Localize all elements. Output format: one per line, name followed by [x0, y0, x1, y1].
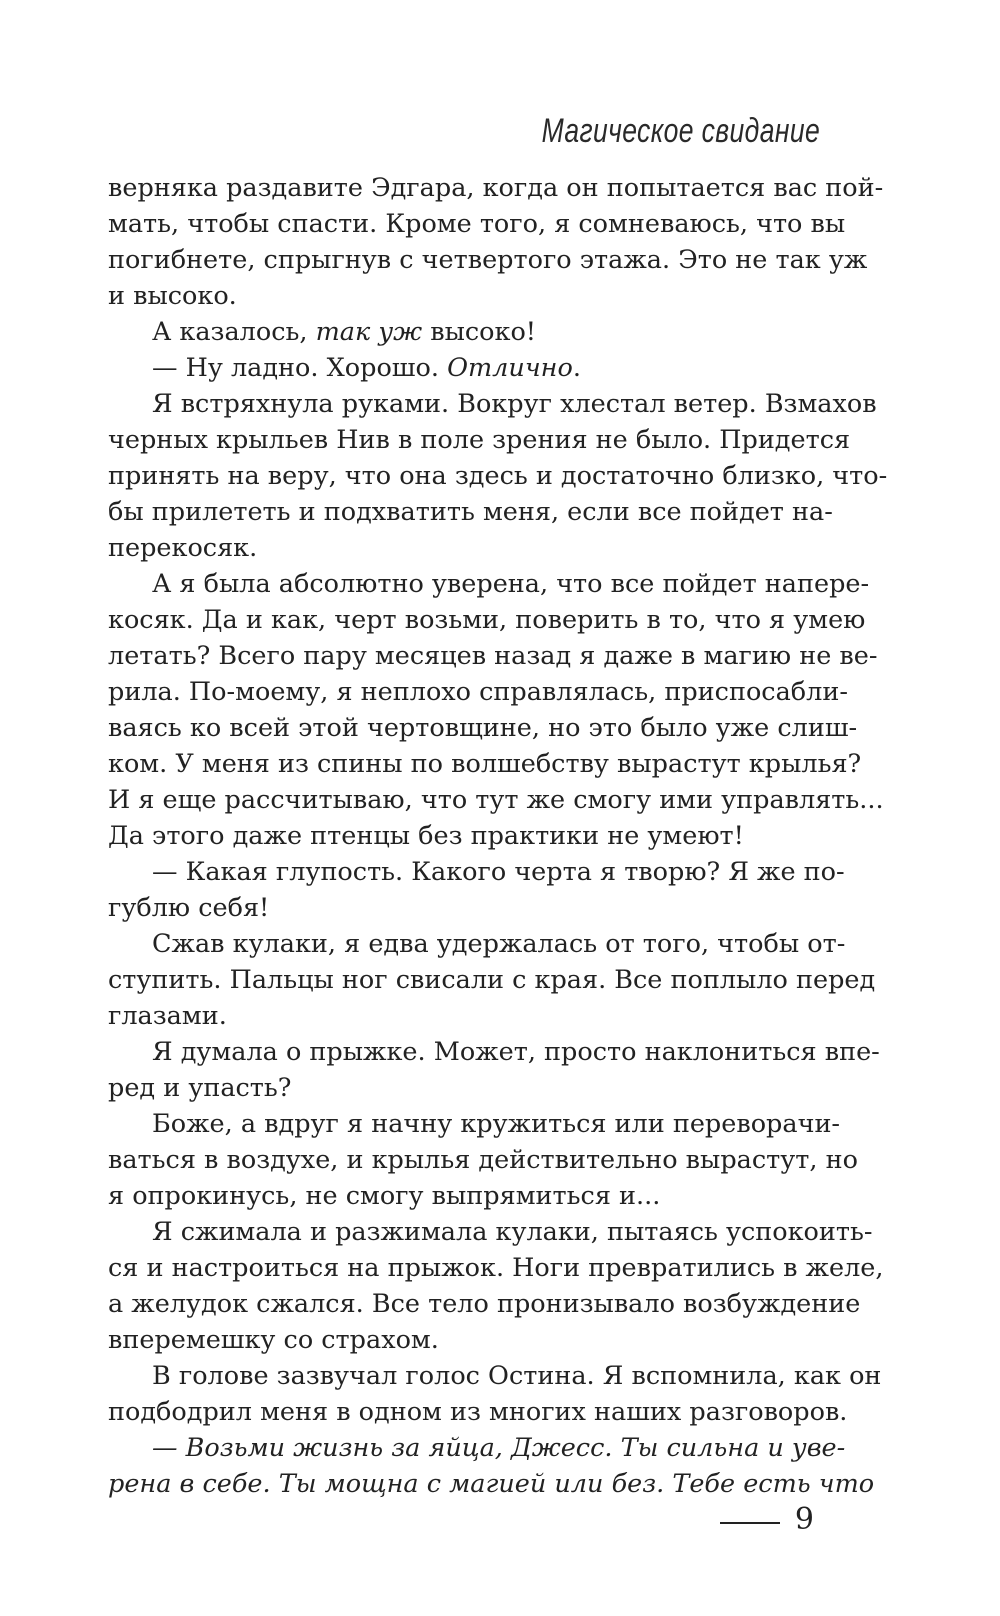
- text-run: рила. По-моему, я неплохо справлялась, приспосабли-: [108, 677, 848, 707]
- text-line: [108, 386, 877, 422]
- text-run: И я еще рассчитываю, что тут же смогу ими управлять...: [108, 785, 884, 815]
- text-line: [108, 1286, 861, 1322]
- text-run: ред и упасть?: [108, 1073, 292, 1103]
- text-line: [108, 1322, 814, 1358]
- text-run: погибнете, спрыгнув с четвертого этажа. Это не так уж: [108, 245, 868, 275]
- text-line: [108, 530, 814, 566]
- text-run: высоко!: [422, 317, 537, 347]
- text-run: а желудок сжался. Все тело пронизывало возбуждение: [108, 1289, 861, 1319]
- text-line: [108, 746, 862, 782]
- text-run: глазами.: [108, 1001, 227, 1031]
- folio: [720, 1500, 814, 1540]
- text-line: [108, 1142, 858, 1178]
- text-run: гублю себя!: [108, 893, 270, 923]
- text-run: ваясь ко всей этой чертовщине, но это было уже слиш-: [108, 713, 858, 743]
- text-line: [108, 1250, 884, 1286]
- page-number: 9: [794, 1502, 814, 1537]
- running-head: Магическое свидание: [541, 112, 820, 150]
- text-line: [108, 206, 846, 242]
- text-run: ся и настроиться на прыжок. Ноги превратились в желе,: [108, 1253, 884, 1283]
- text-line: [108, 638, 878, 674]
- text-run: летать? Всего пару месяцев назад я даже в магию не ве-: [108, 641, 878, 671]
- folio-rule: [720, 1522, 780, 1524]
- text-line: [108, 170, 884, 206]
- text-run: вперемешку со страхом.: [108, 1325, 439, 1355]
- text-run: ком. У меня из спины по волшебству вырастут крылья?: [108, 749, 862, 779]
- text-run: мать, чтобы спасти. Кроме того, я сомневаюсь, что вы: [108, 209, 846, 239]
- text-run: А казалось,: [152, 317, 316, 347]
- text-run: А я была абсолютно уверена, что все пойдет напере-: [152, 569, 870, 599]
- text-run: верняка раздавите Эдгара, когда он попытается вас пой-: [108, 173, 884, 203]
- text-run: ваться в воздухе, и крылья действительно вырастут, но: [108, 1145, 858, 1175]
- text-line: [108, 782, 884, 818]
- text-line: [108, 278, 814, 314]
- text-line: [108, 1394, 848, 1430]
- text-run: перекосяк.: [108, 533, 258, 563]
- text-line: [108, 962, 876, 998]
- text-line: [108, 1178, 814, 1214]
- text-run: В голове зазвучал голос Остина. Я вспомнила, как он: [152, 1361, 882, 1391]
- text-line: [108, 1430, 846, 1466]
- body-text: [108, 170, 888, 1502]
- text-line: [108, 458, 888, 494]
- text-run: Сжав кулаки, я едва удержалась от того, чтобы от-: [152, 929, 846, 959]
- text-run: ступить. Пальцы ног свисали с края. Все поплыло перед: [108, 965, 876, 995]
- italic-text: рена в себе. Ты мощна с магией или без. Тебе есть что: [108, 1469, 875, 1499]
- text-run: — Ну ладно. Хорошо.: [152, 353, 448, 383]
- text-run: Я думала о прыжке. Может, просто наклониться впе-: [152, 1037, 880, 1067]
- text-run: косяк. Да и как, черт возьми, поверить в то, что я умею: [108, 605, 866, 635]
- text-run: подбодрил меня в одном из многих наших разговоров.: [108, 1397, 848, 1427]
- text-line: [108, 674, 848, 710]
- text-run: .: [572, 353, 581, 383]
- text-line: [108, 710, 858, 746]
- text-run: — Какая глупость. Какого черта я творю? Я же по-: [152, 857, 845, 887]
- text-run: черных крыльев Нив в поле зрения не было. Придется: [108, 425, 851, 455]
- text-line: [108, 1214, 873, 1250]
- text-run: Я встряхнула руками. Вокруг хлестал ветер. Взмахов: [152, 389, 877, 419]
- text-line: [108, 1070, 814, 1106]
- text-run: и высоко.: [108, 281, 237, 311]
- text-line: [108, 998, 814, 1034]
- text-line: [108, 926, 846, 962]
- text-run: я опрокинусь, не смогу выпрямиться и...: [108, 1181, 661, 1211]
- italic-text: так уж: [315, 317, 423, 347]
- text-run: Боже, а вдруг я начну кружиться или переворачи-: [152, 1109, 841, 1139]
- text-line: [108, 1106, 841, 1142]
- text-run: Да этого даже птенцы без практики не умеют!: [108, 821, 744, 851]
- text-line: [108, 494, 833, 530]
- text-run: бы прилететь и подхватить меня, если все пойдет на-: [108, 497, 833, 527]
- text-run: Я сжимала и разжимала кулаки, пытаясь успокоить-: [152, 1217, 873, 1247]
- text-line: [108, 1466, 875, 1502]
- italic-text: — Возьми жизнь за яйца, Джесс. Ты сильна и уве-: [152, 1433, 846, 1463]
- text-line: [108, 314, 814, 350]
- text-line: [108, 1034, 880, 1070]
- text-line: [108, 422, 851, 458]
- text-run: принять на веру, что она здесь и достаточно близко, что-: [108, 461, 888, 491]
- text-line: [108, 566, 870, 602]
- text-line: [108, 602, 866, 638]
- text-line: [108, 818, 814, 854]
- italic-text: Отлично: [447, 353, 573, 383]
- text-line: [108, 350, 814, 386]
- text-line: [108, 854, 845, 890]
- text-line: [108, 242, 868, 278]
- text-line: [108, 890, 814, 926]
- text-line: [108, 1358, 882, 1394]
